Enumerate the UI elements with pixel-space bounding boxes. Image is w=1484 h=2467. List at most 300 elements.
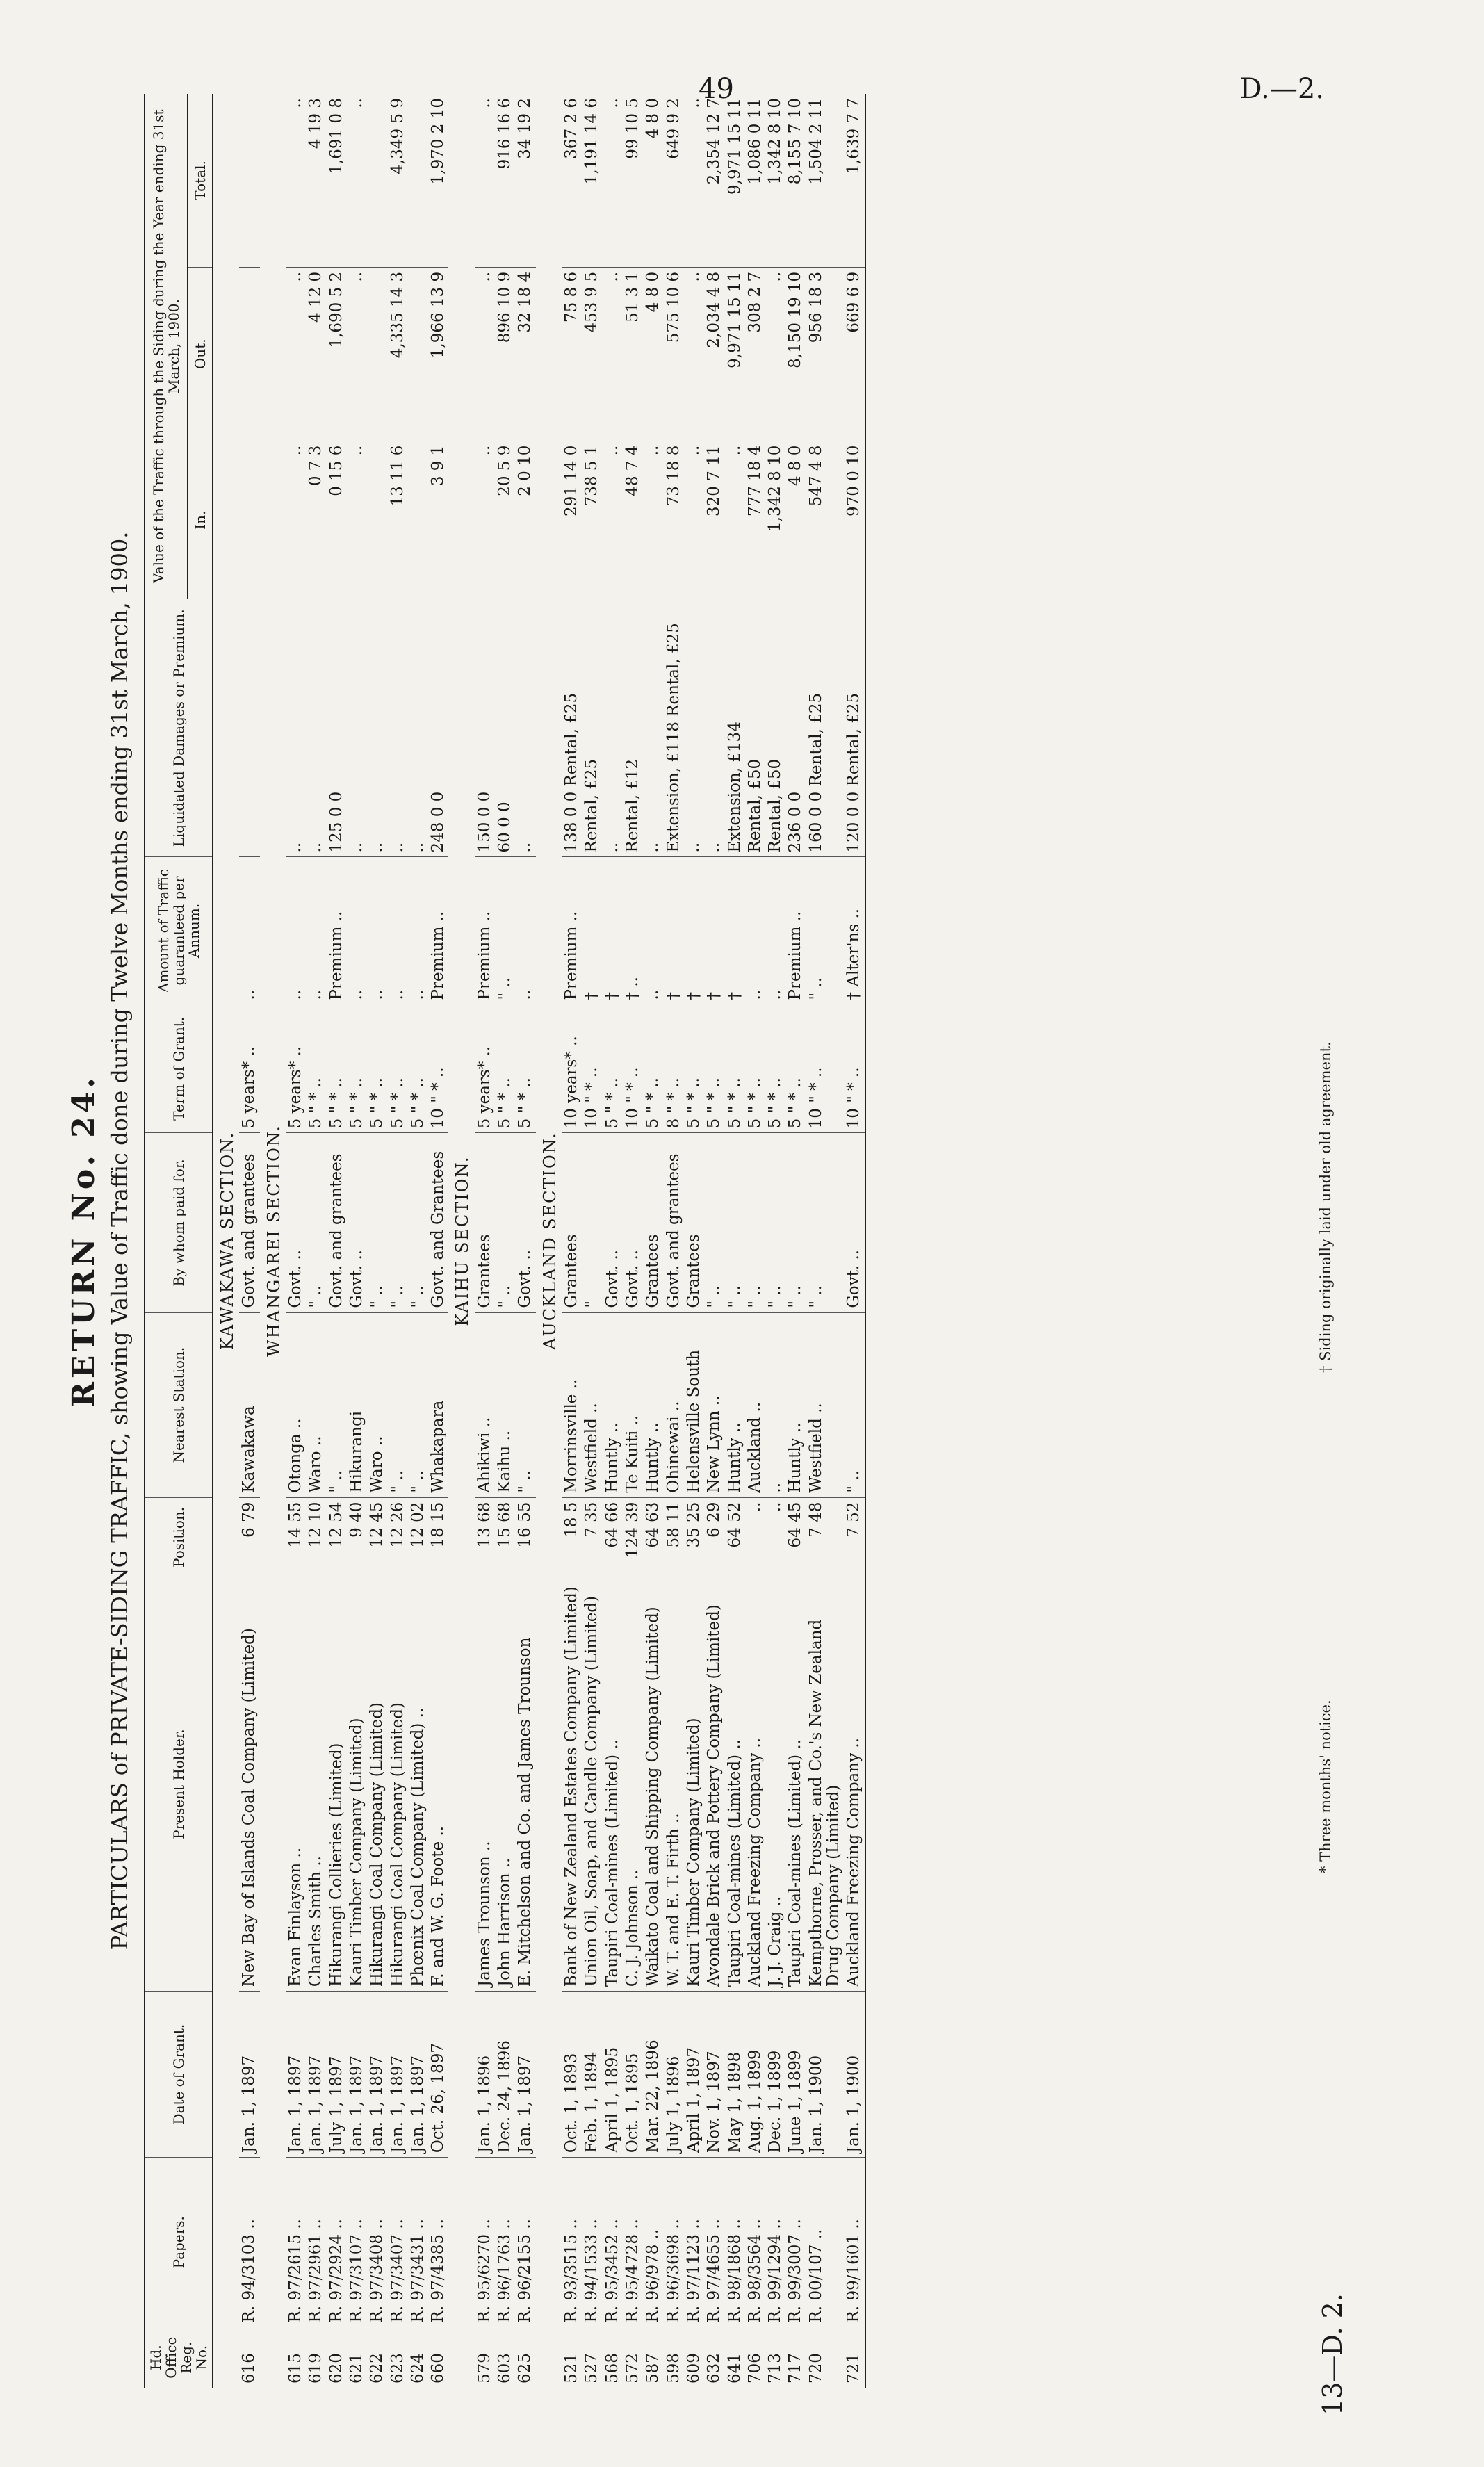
cell-total: 1,691 0 8 — [327, 94, 347, 267]
col-value-group: Value of the Traffic through the Siding during the Year ending 31st March, 1900. — [145, 94, 188, 599]
cell-holder: Kempthorne, Prosser, and Co.'s New Zealand Drug Company (Limited) — [806, 1577, 845, 1992]
cell-pos: 6 79 — [239, 1497, 259, 1577]
cell-in: 13 11 6 — [388, 441, 408, 599]
cell-pos: 15 68 — [495, 1497, 515, 1577]
cell-holder: Phœnix Coal Company (Limited) .. — [408, 1577, 428, 1992]
cell-reg: 579 — [475, 2353, 494, 2384]
siding-table — [144, 94, 866, 2388]
table-row — [664, 94, 684, 2388]
cell-reg: 615 — [286, 2353, 305, 2384]
cell-term: 10 " * .. — [806, 1004, 845, 1133]
cell-station: Huntly .. — [785, 1312, 806, 1497]
cell-term: 5 " * .. — [684, 1004, 704, 1133]
cell-total: 649 9 2 — [664, 94, 684, 267]
cell-date: April 1, 1897 — [684, 1992, 704, 2158]
cell-holder: Bank of New Zealand Estates Company (Limited) — [562, 1577, 582, 1992]
cell-amount: † — [664, 857, 684, 1004]
cell-date: Jan. 1, 1897 — [408, 1992, 428, 2158]
cell-term: 5 years* .. — [286, 1004, 306, 1133]
page-reference: D.—2. — [1239, 73, 1324, 105]
cell-papers: R. 96/978 .. — [643, 2158, 663, 2327]
cell-term: 5 " * .. — [745, 1004, 765, 1133]
table-row — [704, 94, 724, 2388]
cell-damages: Extension, £118 Rental, £25 — [664, 599, 684, 857]
cell-holder: Kauri Timber Company (Limited) — [684, 1577, 704, 1992]
cell-reg: 625 — [516, 2353, 535, 2384]
cell-holder: Hikurangi Coal Company (Limited) — [367, 1577, 387, 1992]
cell-out: .. — [603, 267, 623, 441]
cell-term: 10 years* .. — [562, 1004, 582, 1133]
cell-in: .. — [643, 441, 663, 599]
cell-station: " .. — [844, 1312, 865, 1497]
cell-term: 5 " * .. — [704, 1004, 724, 1133]
cell-term: 10 " * .. — [582, 1004, 602, 1133]
siding-table-body — [213, 94, 865, 2388]
cell-pos: 64 66 — [603, 1497, 623, 1577]
table-row — [844, 94, 865, 2388]
cell-papers: R. 97/4385 .. — [428, 2158, 448, 2327]
cell-station: Westfield .. — [806, 1312, 845, 1497]
cell-term: 5 " * .. — [408, 1004, 428, 1133]
cell-total: .. — [603, 94, 623, 267]
cell-damages: 236 0 0 — [785, 599, 806, 857]
cell-holder: Taupiri Coal-mines (Limited) .. — [603, 1577, 623, 1992]
cell-damages: .. — [684, 599, 704, 857]
cell-reg: 587 — [644, 2353, 662, 2384]
cell-term: 5 years* .. — [475, 1004, 495, 1133]
cell-term: 5 " * .. — [306, 1004, 326, 1133]
cell-damages: .. — [515, 599, 535, 857]
cell-total — [367, 94, 387, 267]
col-amount: Amount of Traffic guaranteed per Annum. — [145, 857, 213, 1004]
cell-holder: Hikurangi Collieries (Limited) — [327, 1577, 347, 1992]
cell-paid: " .. — [495, 1133, 515, 1312]
cell-out: 956 18 3 — [806, 267, 845, 441]
cell-damages: Rental, £25 — [582, 599, 602, 857]
col-station: Nearest Station. — [145, 1312, 213, 1497]
cell-total — [408, 94, 428, 267]
cell-out: 8,150 19 10 — [785, 267, 806, 441]
cell-damages: 138 0 0 Rental, £25 — [562, 599, 582, 857]
cell-total: .. — [684, 94, 704, 267]
cell-amount: " .. — [806, 857, 845, 1004]
cell-paid: Grantees — [643, 1133, 663, 1312]
cell-amount: † Alter'ns .. — [844, 857, 865, 1004]
cell-holder: Auckland Freezing Company .. — [745, 1577, 765, 1992]
cell-pos: .. — [745, 1497, 765, 1577]
cell-total: 1,504 2 11 — [806, 94, 845, 267]
cell-papers: R. 97/3408 .. — [367, 2158, 387, 2327]
cell-reg: 721 — [844, 2327, 865, 2388]
cell-pos: 16 55 — [515, 1497, 535, 1577]
cell-papers: R. 93/3515 .. — [562, 2158, 582, 2327]
cell-holder: C. J. Johnson .. — [623, 1577, 643, 1992]
cell-damages: .. — [704, 599, 724, 857]
cell-term: 5 " * .. — [765, 1004, 785, 1133]
cell-in: 1,342 8 10 — [765, 441, 785, 599]
cell-station: Westfield .. — [582, 1312, 602, 1497]
cell-date: Dec. 1, 1899 — [765, 1992, 785, 2158]
cell-papers: R. 97/3431 .. — [408, 2158, 428, 2327]
cell-total: 4,349 5 9 — [388, 94, 408, 267]
cell-paid: Govt. .. — [286, 1133, 306, 1312]
cell-date: Jan. 1, 1900 — [844, 1992, 865, 2158]
cell-total: .. — [475, 94, 495, 267]
cell-date: Oct. 1, 1893 — [562, 1992, 582, 2158]
cell-date: Aug. 1, 1899 — [745, 1992, 765, 2158]
cell-holder: Charles Smith .. — [306, 1577, 326, 1992]
cell-reg: 641 — [725, 2353, 744, 2384]
cell-date: Jan. 1, 1897 — [239, 1992, 259, 2158]
cell-amount: Premium .. — [562, 857, 582, 1004]
section-title: AUCKLAND SECTION. — [539, 1132, 560, 1350]
cell-in — [408, 441, 428, 599]
cell-amount: .. — [306, 857, 326, 1004]
cell-in: 2 0 10 — [515, 441, 535, 599]
cell-reg: 620 — [327, 2353, 345, 2384]
cell-station: Kawakawa — [239, 1312, 259, 1497]
col-position: Position. — [145, 1497, 213, 1577]
section-header-row — [448, 94, 474, 2388]
cell-damages: .. — [603, 599, 623, 857]
table-row — [684, 94, 704, 2388]
table-row — [582, 94, 602, 2388]
table-row — [408, 94, 428, 2388]
cell-paid: Govt. .. — [515, 1133, 535, 1312]
cell-station: Te Kuiti .. — [623, 1312, 643, 1497]
cell-holder: Union Oil, Soap, and Candle Company (Limited) — [582, 1577, 602, 1992]
section-header-row — [213, 94, 239, 2388]
left-margin-mark: 13—D. 2. — [1317, 2293, 1348, 2416]
cell-papers: R. 97/3407 .. — [388, 2158, 408, 2327]
cell-term: 5 " * .. — [643, 1004, 663, 1133]
cell-papers: R. 94/3103 .. — [239, 2158, 259, 2327]
cell-pos: 7 52 — [844, 1497, 865, 1577]
table-row — [785, 94, 806, 2388]
cell-term: 5 " * .. — [327, 1004, 347, 1133]
cell-pos: 18 15 — [428, 1497, 448, 1577]
cell-paid: Govt. .. — [623, 1133, 643, 1312]
cell-out: 575 10 6 — [664, 267, 684, 441]
cell-out — [239, 267, 259, 441]
cell-reg: 616 — [240, 2353, 259, 2384]
cell-reg: 632 — [705, 2353, 724, 2384]
cell-out: 669 6 9 — [844, 267, 865, 441]
cell-damages: Rental, £50 — [745, 599, 765, 857]
cell-term: 5 " * .. — [495, 1004, 515, 1133]
cell-term: 10 " * .. — [623, 1004, 643, 1133]
cell-holder: Avondale Brick and Pottery Company (Limited) — [704, 1577, 724, 1992]
cell-papers: R. 97/2615 .. — [286, 2158, 306, 2327]
cell-paid: " .. — [408, 1133, 428, 1312]
cell-in: .. — [603, 441, 623, 599]
cell-papers: R. 99/1601 .. — [844, 2158, 865, 2327]
cell-reg: 527 — [582, 2353, 601, 2384]
cell-amount: † .. — [623, 857, 643, 1004]
cell-reg: 717 — [786, 2353, 805, 2384]
cell-reg: 521 — [562, 2353, 581, 2384]
cell-in: 0 7 3 — [306, 441, 326, 599]
cell-station: Hikurangi — [347, 1312, 367, 1497]
cell-in: 48 7 4 — [623, 441, 643, 599]
cell-total: 916 16 6 — [495, 94, 515, 267]
section-title: KAIHU SECTION. — [452, 1155, 473, 1326]
cell-pos: 58 11 — [664, 1497, 684, 1577]
table-row — [603, 94, 623, 2388]
cell-pos: 6 29 — [704, 1497, 724, 1577]
cell-damages: .. — [643, 599, 663, 857]
table-row — [765, 94, 785, 2388]
cell-pos: 12 26 — [388, 1497, 408, 1577]
cell-term: 5 " * .. — [515, 1004, 535, 1133]
table-row — [367, 94, 387, 2388]
cell-pos: 7 35 — [582, 1497, 602, 1577]
section-title: KAWAKAWA SECTION. — [218, 1131, 237, 1351]
cell-date: Jan. 1, 1897 — [306, 1992, 326, 2158]
cell-amount: Premium .. — [327, 857, 347, 1004]
cell-damages: 150 0 0 — [475, 599, 495, 857]
cell-term: 5 " * .. — [603, 1004, 623, 1133]
cell-reg: 622 — [368, 2353, 386, 2384]
cell-total: .. — [286, 94, 306, 267]
cell-out: 9,971 15 11 — [725, 267, 745, 441]
cell-amount: .. — [347, 857, 367, 1004]
cell-holder: E. Mitchelson and Co. and James Trounson — [515, 1577, 535, 1992]
cell-damages: .. — [347, 599, 367, 857]
cell-station: Huntly .. — [603, 1312, 623, 1497]
cell-papers: R. 94/1533 .. — [582, 2158, 602, 2327]
cell-paid: " .. — [806, 1133, 845, 1312]
cell-pos: 124 39 — [623, 1497, 643, 1577]
col-paid: By whom paid for. — [145, 1133, 213, 1312]
cell-total: 4 19 3 — [306, 94, 326, 267]
rotated-return-sheet — [66, 66, 1387, 2416]
cell-papers: R. 98/3564 .. — [745, 2158, 765, 2327]
cell-papers: R. 98/1868 .. — [725, 2158, 745, 2327]
cell-in: 291 14 0 — [562, 441, 582, 599]
cell-paid: Govt. .. — [844, 1133, 865, 1312]
cell-papers: R. 97/4655 .. — [704, 2158, 724, 2327]
cell-pos: 13 68 — [475, 1497, 495, 1577]
cell-amount: .. — [239, 857, 259, 1004]
cell-date: Jan. 1, 1896 — [475, 1992, 495, 2158]
col-date: Date of Grant. — [145, 1992, 213, 2158]
cell-holder: Kauri Timber Company (Limited) — [347, 1577, 367, 1992]
footnote-three-months: * Three months' notice. — [1317, 1700, 1334, 1873]
table-row — [347, 94, 367, 2388]
section-title: WHANGAREI SECTION. — [263, 1125, 284, 1357]
cell-reg: 713 — [766, 2353, 785, 2384]
cell-total: 2,354 12 7 — [704, 94, 724, 267]
cell-pos: 64 63 — [643, 1497, 663, 1577]
cell-out: 4 12 0 — [306, 267, 326, 441]
cell-holder: James Trounson .. — [475, 1577, 495, 1992]
cell-amount: .. — [286, 857, 306, 1004]
cell-station: Huntly .. — [725, 1312, 745, 1497]
cell-term: 8 " * .. — [664, 1004, 684, 1133]
cell-reg: 706 — [745, 2353, 764, 2384]
cell-holder: W. T. and E. T. Firth .. — [664, 1577, 684, 1992]
cell-holder: J. J. Craig .. — [765, 1577, 785, 1992]
cell-in: 777 18 4 — [745, 441, 765, 599]
col-term: Term of Grant. — [145, 1004, 213, 1133]
cell-total: 367 2 6 — [562, 94, 582, 267]
cell-pos: .. — [765, 1497, 785, 1577]
cell-damages — [239, 599, 259, 857]
cell-total: 34 19 2 — [515, 94, 535, 267]
cell-reg: 609 — [684, 2353, 703, 2384]
cell-amount: † — [582, 857, 602, 1004]
cell-pos: 12 10 — [306, 1497, 326, 1577]
cell-out: 4,335 14 3 — [388, 267, 408, 441]
cell-total: 9,971 15 11 — [725, 94, 745, 267]
cell-pos: 12 54 — [327, 1497, 347, 1577]
col-out: Out. — [188, 267, 213, 441]
cell-amount: Premium .. — [475, 857, 495, 1004]
cell-damages: .. — [408, 599, 428, 857]
col-in: In. — [188, 441, 213, 599]
cell-station: Ohinewai .. — [664, 1312, 684, 1497]
cell-station: Waro .. — [306, 1312, 326, 1497]
cell-station: Auckland .. — [745, 1312, 765, 1497]
cell-out: .. — [286, 267, 306, 441]
table-row — [495, 94, 515, 2388]
cell-papers: R. 95/3452 .. — [603, 2158, 623, 2327]
cell-paid: Grantees — [475, 1133, 495, 1312]
cell-station: " .. — [408, 1312, 428, 1497]
cell-term: 10 " * .. — [428, 1004, 448, 1133]
cell-amount: † — [603, 857, 623, 1004]
table-row — [806, 94, 845, 2388]
cell-station: Waro .. — [367, 1312, 387, 1497]
cell-date: Jan. 1, 1897 — [347, 1992, 367, 2158]
cell-in: 73 18 8 — [664, 441, 684, 599]
cell-in: .. — [725, 441, 745, 599]
cell-paid: " .. — [704, 1133, 724, 1312]
cell-paid: " .. — [388, 1133, 408, 1312]
cell-date: June 1, 1899 — [785, 1992, 806, 2158]
cell-reg: 619 — [307, 2353, 325, 2384]
cell-amount: .. — [388, 857, 408, 1004]
cell-damages: Rental, £12 — [623, 599, 643, 857]
cell-station: Huntly .. — [643, 1312, 663, 1497]
cell-damages: .. — [286, 599, 306, 857]
col-reg: Hd. Office Reg. No. — [145, 2327, 213, 2388]
cell-amount: .. — [765, 857, 785, 1004]
cell-paid: Govt. .. — [603, 1133, 623, 1312]
cell-damages: 125 0 0 — [327, 599, 347, 857]
cell-out: 1,966 13 9 — [428, 267, 448, 441]
cell-reg: 660 — [429, 2353, 448, 2384]
cell-station: Ahikiwi .. — [475, 1312, 495, 1497]
table-row — [306, 94, 326, 2388]
cell-amount: † — [704, 857, 724, 1004]
cell-paid: Govt. and grantees — [327, 1133, 347, 1312]
cell-reg: 572 — [623, 2353, 642, 2384]
cell-papers: R. 99/3007 .. — [785, 2158, 806, 2327]
table-row — [239, 94, 259, 2388]
table-row — [327, 94, 347, 2388]
table-row — [475, 94, 495, 2388]
cell-station: New Lynn .. — [704, 1312, 724, 1497]
cell-papers: R. 97/1123 .. — [684, 2158, 704, 2327]
cell-papers: R. 97/2924 .. — [327, 2158, 347, 2327]
cell-in: 738 5 1 — [582, 441, 602, 599]
cell-term: 5 years* .. — [239, 1004, 259, 1133]
cell-in: .. — [684, 441, 704, 599]
cell-out: 32 18 4 — [515, 267, 535, 441]
cell-date: Oct. 26, 1897 — [428, 1992, 448, 2158]
cell-station: Kaihu .. — [495, 1312, 515, 1497]
cell-in: 547 4 8 — [806, 441, 845, 599]
cell-station: Otonga .. — [286, 1312, 306, 1497]
cell-date: Jan. 1, 1900 — [806, 1992, 845, 2158]
cell-out: 896 10 9 — [495, 267, 515, 441]
cell-amount: † — [725, 857, 745, 1004]
cell-amount: .. — [643, 857, 663, 1004]
cell-station: Whakapara — [428, 1312, 448, 1497]
cell-paid: " .. — [785, 1133, 806, 1312]
cell-pos: 35 25 — [684, 1497, 704, 1577]
cell-total: 99 10 5 — [623, 94, 643, 267]
cell-damages: 160 0 0 Rental, £25 — [806, 599, 845, 857]
cell-holder: Waikato Coal and Shipping Company (Limited) — [643, 1577, 663, 1992]
cell-station: Helensville South — [684, 1312, 704, 1497]
cell-pos: 7 48 — [806, 1497, 845, 1577]
cell-term: 5 " * .. — [725, 1004, 745, 1133]
cell-paid: Govt. and grantees — [239, 1133, 259, 1312]
cell-total: 1,086 0 11 — [745, 94, 765, 267]
table-row — [623, 94, 643, 2388]
cell-total: 1,970 2 10 — [428, 94, 448, 267]
cell-paid: Grantees — [562, 1133, 582, 1312]
cell-holder: Evan Finlayson .. — [286, 1577, 306, 1992]
return-subtitle: PARTICULARS of PRIVATE-SIDING TRAFFIC, showing Value of Traffic done during Twelve Months ending 31st March, 1900. — [106, 531, 133, 1951]
footnote-old-agreement: † Siding originally laid under old agreement. — [1317, 1041, 1334, 1373]
cell-out: 1,690 5 2 — [327, 267, 347, 441]
cell-out — [408, 267, 428, 441]
cell-holder: Taupiri Coal-mines (Limited) .. — [785, 1577, 806, 1992]
cell-amount: Premium .. — [785, 857, 806, 1004]
table-row — [643, 94, 663, 2388]
cell-date: Feb. 1, 1894 — [582, 1992, 602, 2158]
cell-date: Jan. 1, 1897 — [286, 1992, 306, 2158]
cell-in: 0 15 6 — [327, 441, 347, 599]
cell-date: Jan. 1, 1897 — [388, 1992, 408, 2158]
cell-paid: " .. — [725, 1133, 745, 1312]
cell-in: 320 7 11 — [704, 441, 724, 599]
cell-out: 75 8 6 — [562, 267, 582, 441]
cell-total: 1,342 8 10 — [765, 94, 785, 267]
cell-amount: Premium .. — [428, 857, 448, 1004]
cell-pos: 12 45 — [367, 1497, 387, 1577]
cell-damages: .. — [388, 599, 408, 857]
cell-holder: Auckland Freezing Company .. — [844, 1577, 865, 1992]
cell-damages: 248 0 0 — [428, 599, 448, 857]
col-holder: Present Holder. — [145, 1577, 213, 1992]
table-row — [428, 94, 448, 2388]
page-number: 49 — [699, 73, 734, 105]
cell-station: " .. — [515, 1312, 535, 1497]
cell-papers: R. 99/1294 .. — [765, 2158, 785, 2327]
table-row — [725, 94, 745, 2388]
cell-out: .. — [765, 267, 785, 441]
table-row — [515, 94, 535, 2388]
cell-out: 453 9 5 — [582, 267, 602, 441]
cell-papers: R. 95/6270 .. — [475, 2158, 495, 2327]
cell-date: July 1, 1897 — [327, 1992, 347, 2158]
table-row — [388, 94, 408, 2388]
